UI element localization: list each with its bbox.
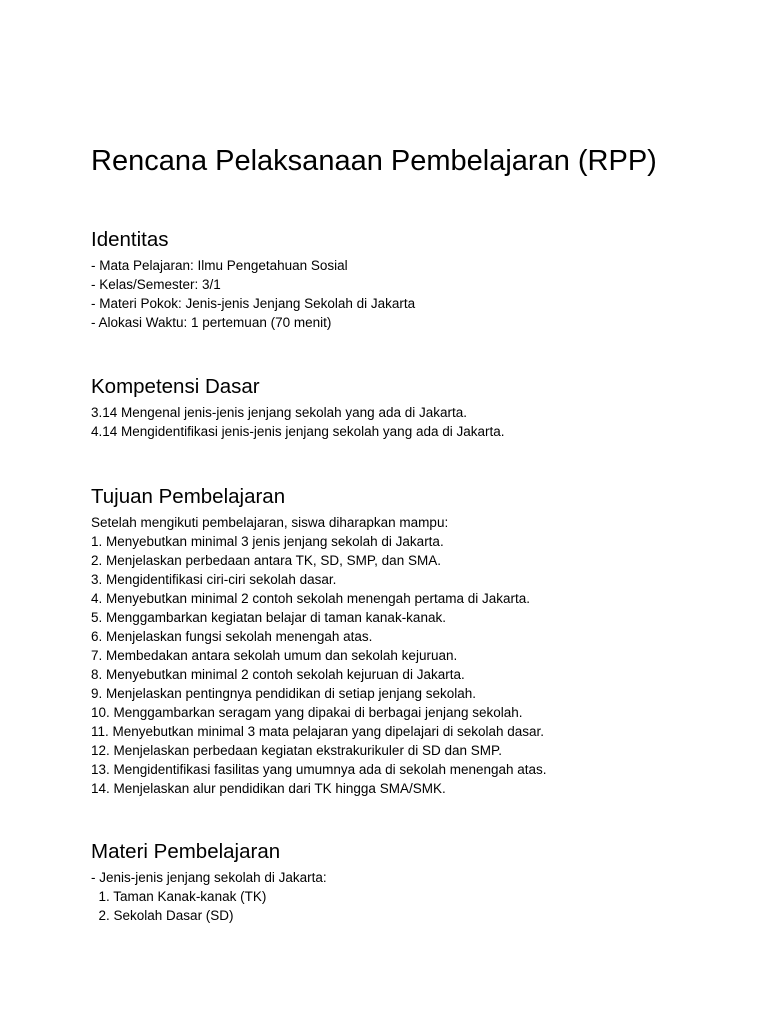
section-heading-materi-pembelajaran: Materi Pembelajaran: [91, 840, 281, 863]
tujuan-item: 6. Menjelaskan fungsi sekolah menengah atas.: [91, 629, 373, 644]
identitas-line: - Kelas/Semester: 3/1: [91, 277, 221, 292]
tujuan-item: 7. Membedakan antara sekolah umum dan sekolah kejuruan.: [91, 648, 458, 663]
kompetensi-line: 4.14 Mengidentifikasi jenis-jenis jenjang sekolah yang ada di Jakarta.: [91, 424, 505, 439]
section-tujuan-pembelajaran: [91, 484, 731, 798]
identitas-line: - Alokasi Waktu: 1 pertemuan (70 menit): [91, 315, 332, 330]
section-kompetensi-dasar: [91, 374, 731, 441]
section-identitas: [91, 227, 731, 332]
identitas-line: - Mata Pelajaran: Ilmu Pengetahuan Sosial: [91, 258, 348, 273]
materi-line: - Jenis-jenis jenjang sekolah di Jakarta:: [91, 870, 327, 885]
tujuan-item: 14. Menjelaskan alur pendidikan dari TK hingga SMA/SMK.: [91, 781, 446, 796]
section-heading-kompetensi-dasar: Kompetensi Dasar: [91, 375, 260, 398]
section-heading-tujuan-pembelajaran: Tujuan Pembelajaran: [91, 485, 286, 508]
tujuan-item: 5. Menggambarkan kegiatan belajar di taman kanak-kanak.: [91, 610, 446, 625]
tujuan-item: 11. Menyebutkan minimal 3 mata pelajaran yang dipelajari di sekolah dasar.: [91, 724, 545, 739]
tujuan-intro: Setelah mengikuti pembelajaran, siswa diharapkan mampu:: [91, 515, 449, 530]
tujuan-item: 2. Menjelaskan perbedaan antara TK, SD, SMP, dan SMA.: [91, 553, 441, 568]
section-materi-pembelajaran: [91, 839, 731, 925]
tujuan-item: 9. Menjelaskan pentingnya pendidikan di setiap jenjang sekolah.: [91, 686, 477, 701]
tujuan-item: 4. Menyebutkan minimal 2 contoh sekolah menengah pertama di Jakarta.: [91, 591, 531, 606]
kompetensi-line: 3.14 Mengenal jenis-jenis jenjang sekolah yang ada di Jakarta.: [91, 405, 467, 420]
section-heading-identitas: Identitas: [91, 228, 169, 251]
materi-line: 2. Sekolah Dasar (SD): [91, 908, 234, 923]
document-title: Rencana Pelaksanaan Pembelajaran (RPP): [91, 145, 657, 177]
tujuan-item: 12. Menjelaskan perbedaan kegiatan ekstrakurikuler di SD dan SMP.: [91, 743, 502, 758]
tujuan-item: 13. Mengidentifikasi fasilitas yang umumnya ada di sekolah menengah atas.: [91, 762, 547, 777]
tujuan-item: 8. Menyebutkan minimal 2 contoh sekolah kejuruan di Jakarta.: [91, 667, 465, 682]
materi-line: 1. Taman Kanak-kanak (TK): [91, 889, 267, 904]
tujuan-item: 3. Mengidentifikasi ciri-ciri sekolah dasar.: [91, 572, 337, 587]
tujuan-item: 1. Menyebutkan minimal 3 jenis jenjang sekolah di Jakarta.: [91, 534, 444, 549]
tujuan-item: 10. Menggambarkan seragam yang dipakai di berbagai jenjang sekolah.: [91, 705, 523, 720]
identitas-line: - Materi Pokok: Jenis-jenis Jenjang Sekolah di Jakarta: [91, 296, 416, 311]
